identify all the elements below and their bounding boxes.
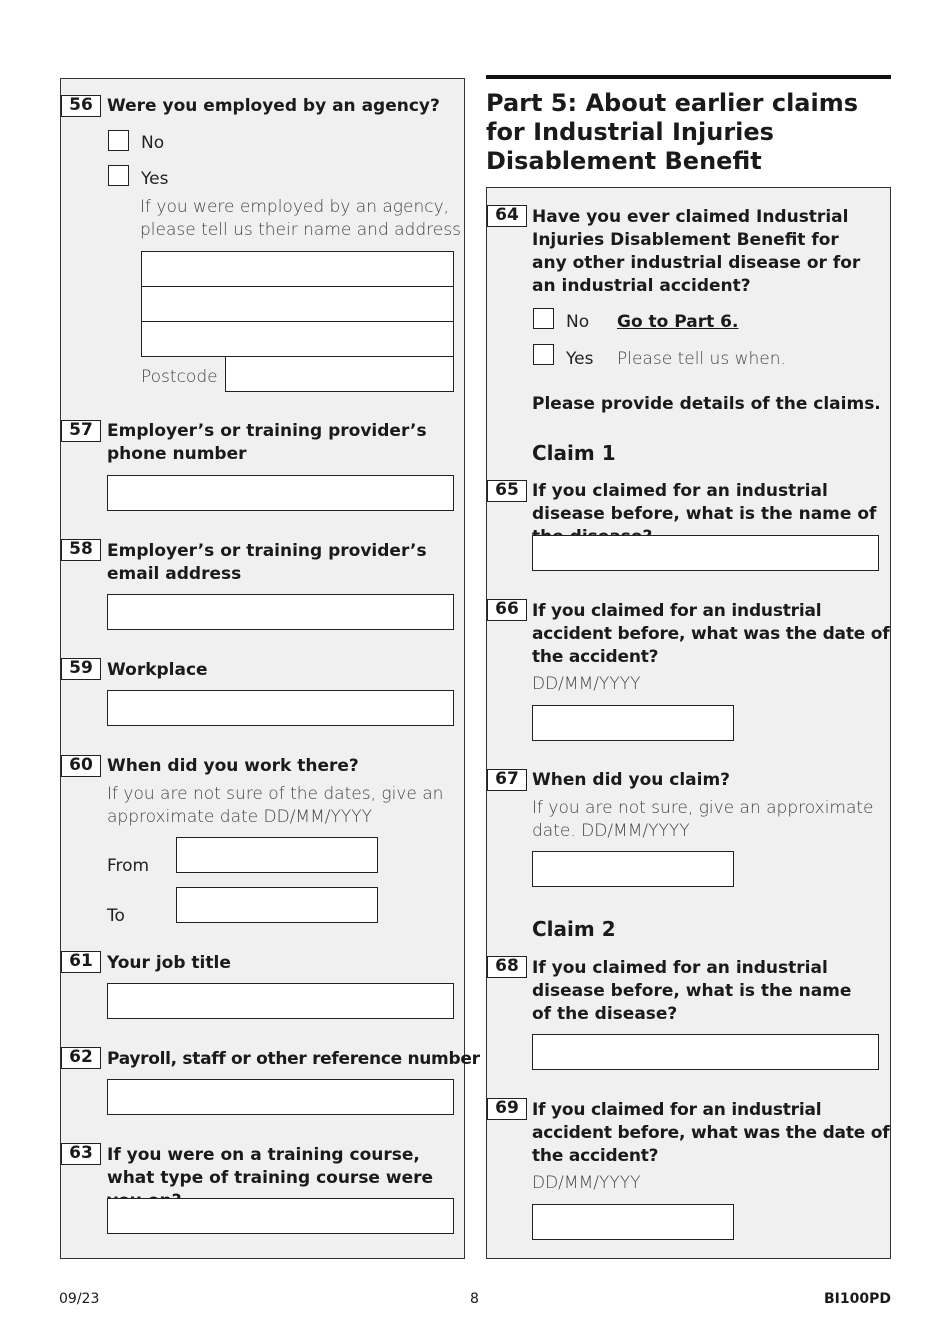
option-label: No bbox=[141, 133, 165, 153]
question-number: 62 bbox=[61, 1047, 101, 1069]
question-text: Payroll, staff or other reference number bbox=[107, 1049, 480, 1069]
email-input[interactable] bbox=[107, 594, 454, 630]
postcode-label: Postcode bbox=[141, 367, 218, 387]
postcode-input[interactable] bbox=[225, 356, 454, 392]
question-number: 69 bbox=[487, 1098, 527, 1120]
hint-text: Please tell us when. bbox=[617, 349, 786, 369]
question-text: If you claimed for an industrial disease before, what is the name of the disease? bbox=[532, 958, 852, 1024]
question-number: 59 bbox=[61, 658, 101, 680]
agency-yes-checkbox[interactable] bbox=[108, 165, 129, 186]
part-5-heading: Part 5: About earlier claims for Industrial Injuries Disablement Benefit bbox=[486, 89, 859, 175]
question-text: If you were on a training course, what type of training course were bbox=[107, 1145, 434, 1188]
question-text: Your job title bbox=[107, 953, 231, 973]
reference-number-input[interactable] bbox=[107, 1079, 454, 1115]
heading-rule bbox=[486, 75, 891, 79]
details-note: Please provide details of the claims. bbox=[532, 394, 881, 414]
claim-1-claim-date-input[interactable] bbox=[532, 851, 734, 887]
question-text: Have you ever claimed Industrial Injuries Disablement Benefit for any other industrial disease or for an industrial accident? bbox=[532, 207, 861, 296]
question-text: Employer’s or training provider’s email address bbox=[107, 541, 427, 584]
question-number: 56 bbox=[61, 95, 101, 117]
claim-2-disease-input[interactable] bbox=[532, 1034, 879, 1070]
workplace-input[interactable] bbox=[107, 690, 454, 726]
hint-text: If you were employed by an agency, please tell us their name and address bbox=[140, 197, 461, 240]
agency-address-line-3[interactable] bbox=[141, 321, 454, 357]
claim-1-disease-input[interactable] bbox=[532, 535, 879, 571]
question-text: Employer’s or training provider’s phone number bbox=[107, 421, 427, 464]
question-number: 57 bbox=[61, 420, 101, 442]
go-to-part-6-link[interactable]: Go to Part 6. bbox=[617, 312, 739, 332]
earlier-claim-no-checkbox[interactable] bbox=[533, 308, 554, 329]
question-number: 58 bbox=[61, 539, 101, 561]
agency-address-line-2[interactable] bbox=[141, 286, 454, 322]
question-number: 64 bbox=[487, 205, 527, 227]
claim-2-heading: Claim 2 bbox=[532, 917, 616, 941]
earlier-claim-yes-checkbox[interactable] bbox=[533, 344, 554, 365]
training-course-input[interactable] bbox=[107, 1198, 454, 1234]
hint-text: If you are not sure, give an approximate date. DD/MM/YYYY bbox=[532, 798, 874, 841]
claim-1-heading: Claim 1 bbox=[532, 441, 616, 465]
job-title-input[interactable] bbox=[107, 983, 454, 1019]
option-label: Yes bbox=[141, 169, 169, 189]
question-number: 68 bbox=[487, 956, 527, 978]
question-text: If you claimed for an industrial disease before, what is the name of bbox=[532, 481, 877, 524]
hint-text: If you are not sure of the dates, give an approximate date DD/MM/YYYY bbox=[107, 784, 444, 827]
footer-date: 09/23 bbox=[59, 1291, 100, 1307]
question-number: 66 bbox=[487, 599, 527, 621]
question-number: 67 bbox=[487, 769, 527, 791]
question-text: Workplace bbox=[107, 660, 208, 680]
option-label: No bbox=[566, 312, 590, 332]
question-number: 63 bbox=[61, 1143, 101, 1165]
page-number: 8 bbox=[470, 1291, 479, 1307]
form-code: BI100PD bbox=[824, 1291, 891, 1307]
to-label: To bbox=[107, 906, 125, 926]
option-label: Yes bbox=[566, 349, 594, 369]
question-text: When did you work there? bbox=[107, 756, 359, 776]
question-text: If you claimed for an industrial accident before, what was the date of the accident? bbox=[532, 601, 890, 667]
date-format-hint: DD/MM/YYYY bbox=[532, 674, 641, 694]
date-format-hint: DD/MM/YYYY bbox=[532, 1173, 641, 1193]
from-label: From bbox=[107, 856, 150, 876]
question-text: When did you claim? bbox=[532, 770, 731, 790]
question-text: If you claimed for an industrial accident before, what was the date of the accident? bbox=[532, 1100, 890, 1166]
claim-2-accident-date-input[interactable] bbox=[532, 1204, 734, 1240]
question-number: 60 bbox=[61, 755, 101, 777]
agency-no-checkbox[interactable] bbox=[108, 130, 129, 151]
question-number: 65 bbox=[487, 480, 527, 502]
question-number: 61 bbox=[61, 951, 101, 973]
to-date-input[interactable] bbox=[176, 887, 378, 923]
phone-input[interactable] bbox=[107, 475, 454, 511]
agency-address-line-1[interactable] bbox=[141, 251, 454, 287]
from-date-input[interactable] bbox=[176, 837, 378, 873]
question-text: Were you employed by an agency? bbox=[107, 96, 440, 116]
claim-1-accident-date-input[interactable] bbox=[532, 705, 734, 741]
